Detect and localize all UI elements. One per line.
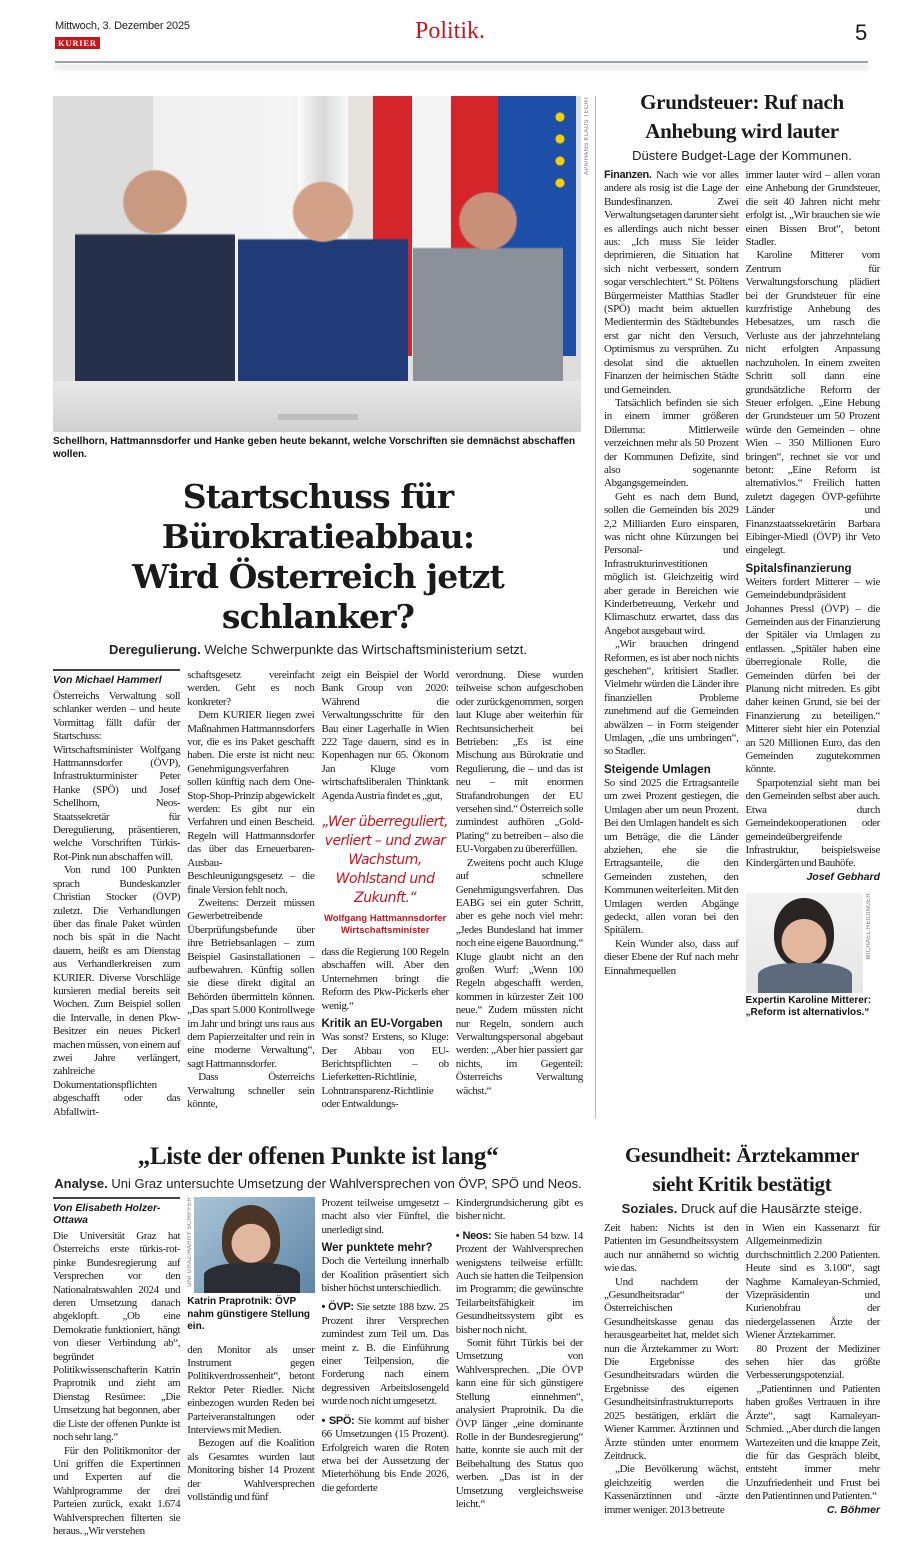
subheading [746,563,881,575]
gesundheit-subtitle [604,1201,880,1216]
section-title: Politik. [414,18,486,44]
gesundheit-subtitle-text: Druck auf die Hausärzte steige. [680,1201,863,1216]
paragraph-text: schaftsgesetz vereinfacht werden. Geht es noch konkreter? [187,669,315,708]
paragraph-text: Was sonst? Erstens, so Kluge: Der Abbau von EU-Berichtspflichten – ob Lieferketten-Richtlinie, Lohntransparenz-Richtlinie oder Entwaldungs- [321,1031,449,1111]
paragraph-text: Dem KURIER liegen zwei Maßnahmen Hattmannsdorfers vor, die es ins Paket geschafft haben. Die erste ist nicht neu: Genehmigungsverfahren sollen künftig nach dem One-Stop-Shop-Prinzip abgewickelt werden: Es gibt nur ein Verfahren und einen Bescheid. Regeln will Hattmannsdorfer das über das Erneuerbaren-Ausbau-Beschleunigungsgesetz – die finale Version fehlt noch. [187,709,315,896]
subheading [604,764,739,776]
paragraph [604,777,739,938]
analyse-column-2 [187,1344,314,1505]
paragraph-text: Zweitens: Derzeit müssen Gewerbetreibende Überprüfungsbefunde über ihre Betriebsanlagen – zum Beispiel Gasinstallationen – aufbewahren. Künftig sollen sie diese direkt digital an Behörden übermitteln können. „Das spart 5.000 Kontrollwege im Jahr und bringt uns raus aus dem Papierzeitalter und rein in eine moderne Verwaltung“, sagt Hattmannsdorfer. [187,896,315,1070]
gesundheit-kicker: Soziales. [621,1201,678,1216]
paragraph-text: Bezogen auf die Koalition als Gesamtes wurden laut Monitoring bisher 14 Prozent der Wahlversprechen vollständig und fünf [187,1437,315,1503]
column-divider [595,96,596,1119]
grundsteuer-headline-line-2: Anhebung wird lauter [645,119,839,143]
grundsteuer-column-2 [746,169,881,883]
bottom-section [0,1141,900,1538]
paragraph-text: Karoline Mitterer vom Zentrum für Verwaltungsforschung plädiert bei der Grundsteuer für eine kurzfristige Anhebung des Hebesatzes, um rasch die Verluste aus der jahrzehntelang nicht erfolgten Anpassung nachzuholen. In einem zweiten Schritt soll dann eine grundsätzliche Reform der Steuer erfolgen. „Eine Hebung der Grundsteuer um 50 Prozent würde den Gemeinden – ohne Wien – 350 Millionen Euro bringen“, rechnet sie vor und betont: „Eine Reform ist alternativlos.“ Freilich hatten zuletzt dagegen ÖVP-geführte Länder und Finanzstaatssekretärin Barbara Eibinger-Miedl (ÖVP) ihr Veto eingelegt. [745,249,880,557]
grundsteuer-subtitle: Düstere Budget-Lage der Kommunen. [632,148,852,163]
paragraph [746,1383,881,1504]
paragraph [53,864,180,1119]
lead-columns [53,669,583,1119]
lead-subtitle-text: Welche Schwerpunkte das Wirtschaftsministerium setzt. [204,642,528,657]
paragraph [187,709,314,897]
paragraph [456,669,583,857]
paragraph-text: Für den Politikmonitor der Uni griffen die Expertinnen und Experten auf die Wahlprogramme der drei Parteien zurück, exakt 1.674 Wahlversprechen filterten sie heraus. „Wir verstehen [53,1444,181,1537]
bullet-paragraph [322,1301,449,1408]
byline [53,1197,180,1226]
paragraph-text: Geht es nach dem Bund, sollen die Gemeinden bis 2029 2,2 Milliarden Euro einsparen, was nicht ohne Kürzungen bei Personal- und Infrastrukturinvestitionen möglich ist. Gleichzeitig wird aber gerade in Bereichen wie Kinderbetreuung, Verkehr und Klimaschutz erwartet, dass das Angebot ausgebaut wird. [604,490,739,637]
paragraph-text: „Die Bevölkerung wächst, gleichzeitig werden die Kassenärztinnen und -ärzte immer weniger. 2013 betreute [604,1463,739,1516]
grundsteuer-article [604,88,880,1119]
top-section [0,90,900,1119]
paragraph [322,669,449,803]
paragraph [604,938,739,978]
paragraph-text: Kein Wunder also, dass auf dieser Ebene der Ruf nach mehr Einnahmequellen [604,937,739,977]
paragraph [322,946,449,1013]
paragraph [322,1031,449,1111]
paragraph [53,1230,180,1445]
analyse-columns [53,1197,583,1538]
bullet-paragraph [322,1415,449,1495]
header-rule [55,61,868,63]
mitterer-photo-caption: Expertin Karoline Mitterer: „Reform ist alternativlos.“ [745,994,872,1019]
praprotnik-photo-credit: UNI GRAZ/HARRY SCHIFFER [187,1197,194,1287]
grundsteuer-columns [604,169,880,1020]
analyse-headline: „Liste der offenen Punkte ist lang“ [137,1143,499,1170]
paragraph-text: So sind 2025 die Ertragsanteile um zwei Prozent gestiegen, die Umlagen aber um neun Prozent. Bei den Umlagen handelt es sich um Beträge, die die Länder abziehen, ehe sie die Ertragsanteile, die den Gemeinden zustehen, den Kommunen weiterleiten. Mit den Umlagen werden Abgänge gedeckt, allen voran bei den Spitälern. [604,776,739,937]
analyse-kicker: Analyse. [54,1176,108,1191]
paragraph [746,777,881,871]
lead-photo [53,96,581,432]
paragraph-lead: • SPÖ: [321,1414,355,1427]
paragraph-text: Prozent teilweise umgesetzt – macht also vier Fünftel, die unerledigt sind. [321,1197,449,1236]
paragraph-text: Sie kommt auf bisher 66 Umsetzungen (15 Prozent). Erfolgreich waren die Roten etwa bei der Aussetzung der Mieterhöhung bis Ende 2026, die geforderte [321,1414,449,1494]
paragraph-text: in Wien ein Kassenarzt für Allgemeinmedizin durchschnittlich 2.200 Patienten. Heute sind es 3.100“, sagt Naghme Kamaleyan-Schmied, Vizepräsidentin und Kurienobfrau der niedergelassenen Ärzte der Wiener Ärztekammer. [745,1222,880,1342]
paragraph-text: Weiters fordert Mitterer – wie Gemeindebundpräsident Johannes Pressl (ÖVP) – die Gemeinden aus der Finanzierung der Spitäler via Umlagen zu entlassen. „Spitäler haben eine überregionale Rolle, die Gemeinden dürfen bei der Planung nicht mitreden. Es gibt daher keinen Grund, sie bei der Finanzierung zu beteiligen.“ Mitterer sieht hier ein Potenzial an 520 Millionen Euro, das den Gemeinden zugutekommen könnte. [745,575,880,776]
kurier-logo: KURIER [55,37,100,49]
lead-photo-credit: APA/HANS KLAUS TECHT [584,96,590,175]
paragraph-text: Nach wie vor alles andere als rosig ist die Lage der Bundesfinanzen. Zwei Verwaltungsetagen darunter sieht es allerdings auch nicht besser aus: „Ich muss Sie leider deprimieren, die Situation hat sich nicht verbessert, sondern sogar verschlechtert.“ St. Pöltens Bürgermeister Matthias Stadler (SPÖ) macht beim aktuellen Medientermin des Städtebundes erst gar nicht den Versuch, Optimismus zu versprühen. Zu desolat sind die aktuellen Finanzen der heimischen Städte und Gemeinden. [604,169,739,396]
paragraph-text: Und nachdem der „Gesundheitsradar“ der Österreichischen Gesundheitskasse genau das herausgearbeitet hat, meldet sich nun die Ärztekammer zu Wort: Die Ergebnisse des Gesundheitsradars würden die Ergebnisse des eigenen Gesundheitsinfrastrukturreports 2025 bestätigen, erklärt die Wiener Kammer. Ärztinnen und Ärzte stünden unter enormem Zeitdruck. [604,1275,739,1462]
paragraph [604,1463,739,1517]
paragraph [746,576,881,777]
paragraph [456,857,583,1098]
gesundheit-article [604,1141,880,1538]
paragraph-text: Von rund 100 Punkten sprach Bundeskanzler Christian Stocker (ÖVP) zuletzt. Die Verhandlungen über das finale Paket würden noch bis spät in die Nacht dauern, heißt es am Dienstag aus Verhandlerkreisen zum KURIER. Diverse Vorschläge kursieren medial bereits seit Wochen. Zum Beispiel sollen die Intervalle, in denen Pkw-Besitzer ein neues Pickerl machen müssen, von einem auf zwei Jahre verlängert, zahlreiche Dokumentationspflichten abgeschafft oder das Abfallwirt- [53,864,181,1118]
analyse-article [53,1141,583,1538]
lead-headline-line-2: Wird Österreich jetzt schlanker? [132,557,504,636]
paragraph [187,1437,314,1504]
lead-column-2 [187,669,314,1119]
paragraph [322,1255,449,1295]
lead-article [53,96,590,1119]
paragraph [187,897,314,1071]
mitterer-photo-credit: MICHAEL REIDINGER [865,892,872,960]
paragraph [187,1344,314,1438]
paragraph-text: immer lauter wird – allen voran eine Anhebung der Grundsteuer, die seit 40 Jahren nicht mehr erfolgt ist. „Wir brauchen sie wie einen Bissen Brot“, betont Stadler. [745,169,880,249]
paragraph-text: Josef Gebhard [806,870,880,883]
paragraph-text: Zeit haben: Nichts ist den Patienten im Gesundheitssystem auch nur annähernd so wichtig wie das. [604,1222,739,1275]
paragraph [604,638,739,759]
gesundheit-headline-line-1: Gesundheit: Ärztekammer [625,1143,859,1167]
paragraph [746,249,881,557]
subheading [322,1018,449,1030]
paragraph-text: zeigt ein Beispiel der World Bank Group von 2020: Während die Verwaltungsschritte für den Bau einer Lagerhalle in Wien 222 Tage dauern, sind es in Kopenhagen nur 65. Ökonom Jan Kluge vom wirtschaftsliberalen Thinktank Agenda Austria findet es „gut, [321,669,449,802]
gesundheit-column-2 [746,1222,881,1517]
bottom-column-divider [595,1141,596,1538]
paragraph-text: Wer punktete mehr? [321,1242,433,1255]
grundsteuer-headline-line-1: Grundsteuer: Ruf nach [640,90,844,114]
paragraph [456,1197,583,1224]
analyse-subtitle-text: Uni Graz untersuchte Umsetzung der Wahlversprechen von ÖVP, SPÖ und Neos. [111,1176,582,1191]
masthead [0,0,900,96]
paragraph [746,169,881,249]
paragraph-lead: • Neos: [455,1229,492,1242]
grundsteuer-column-2-wrap [746,169,881,1020]
pull-quote-attribution [322,913,449,937]
paragraph-text: Steigende Umlagen [604,763,711,776]
grundsteuer-column-1 [604,169,739,1020]
praprotnik-photo-caption: Katrin Praprotnik: ÖVP nahm günstigere Stellung ein. [187,1296,311,1332]
praprotnik-photo [194,1197,314,1293]
paragraph-text: Spitalsfinanzierung [745,562,852,575]
paragraph [604,491,739,638]
paragraph-text: Österreichs Verwaltung soll schlanker werden – und heute Vormittag fällt dafür der Startschuss: Wirtschaftsminister Wolfgang Hattmannsdorfer (ÖVP), Infrastrukturminister Peter Hanke (SPÖ) und Josef Schellhorn, Neos-Staatssekretär für Deregulierung, präsentieren, welche Vorschriften Türkis-Rot-Pink nun abschaffen will. [53,690,181,863]
lead-column-3 [322,669,449,1119]
gesundheit-headline-line-2: sieht Kritik bestätigt [652,1172,832,1196]
lead-photo-caption: Schellhorn, Hattmannsdorfer und Hanke geben heute bekannt, welche Vorschriften sie demnächst abschaffen wollen. [53,436,576,460]
pull-quote-author: Wolfgang Hattmannsdorfer [323,913,447,925]
paragraph [604,1276,739,1464]
paragraph-text: Sparpotenzial sieht man bei den Gemeinden selbst aber auch. Etwa durch Gemeindekooperationen oder gemeindeübergreifende Infrastruktur, beispielsweise Kindergärten und Bauhöfe. [745,776,880,870]
paragraph [604,1222,739,1276]
eu-flag-stars [548,106,572,196]
paragraph [53,690,180,864]
paragraph-text: Dass Österreichs Verwaltung schneller sein könnte, [187,1071,315,1110]
bullet-paragraph [456,1230,583,1337]
analyse-column-3 [322,1197,449,1538]
paragraph-text: Kindergrundsicherung gibt es bisher nicht. [455,1197,583,1223]
analyse-column-4 [456,1197,583,1538]
paragraph [187,1071,314,1111]
paragraph [604,169,739,397]
gesundheit-column-1 [604,1222,739,1517]
paragraph [187,669,314,709]
subheading [322,1242,449,1254]
lead-subtitle [53,642,583,657]
issue-date: Mittwoch, 3. Dezember 2025 [55,20,190,32]
paragraph-text: Die Universität Graz hat Österreichs erste türkis-rot-pinke Bundesregierung auf Versprechen vor den Nationalratswahlen 2024 und deren Umsetzung danach abgeklopft. „Ob eine Demokratie funktioniert, hängt von dieser Verbindung ab“, begründet Politikwissenschafterin Katrin Praprotnik und zieht am Dienstag Resümee: „Die Umsetzung hat begonnen, aber die Liste der offenen Punkte ist noch sehr lang.“ [53,1230,181,1444]
gesundheit-columns [604,1222,880,1517]
author-signature [746,1504,881,1516]
paragraph-lead: Finanzen. [604,169,652,181]
paragraph-text: den Monitor als unser Instrument gegen Politikverdrossenheit“, betont Rektor Peter Riedler. Nicht einbezogen wurden Reden bei Parteiveranstaltungen oder Interviews mit Medien. [187,1343,315,1436]
pull-quote: „Wer überreguliert, verliert – und zwar Wachstum, Wohlstand und Zukunft.“ [322,814,448,907]
paragraph-text: verordnung. Diese wurden teilweise schon aufgeschoben oder zurückgenommen, sorgen laut Kluge aber weiterhin für Rechtsunsicherheit bei Betrieben: „Es ist eine Mischung aus Bürokratie und Regulierung, die – und das ist neu – mit enormen Strafandrohungen der EU versehen sind.“ Österreich solle zumindest aufhören „Gold-Plating“ zu betreiben – also die EU-Vorgaben zu übererfüllen. [455,669,583,856]
paragraph [322,1197,449,1237]
paragraph-text: Zweitens pocht auch Kluge auf schnellere Genehmigungsverfahren. Das EABG sei ein guter Schritt, aber es gehe noch viel mehr: „Jedes Bundesland hat immer noch eine eigene Bauordnung.“ Kluge glaubt nicht an den großen Wurf: „Wenn 100 Regeln abgeschafft werden, kommen in kürzester Zeit 100 neue.“ Zudem müssten nicht nur Regeln, sondern auch Verwaltungspersonal abgebaut werden: „Aber hier passiert gar nichts, im Gegenteil: Österreichs Verwaltung wächst.“ [455,856,583,1097]
paragraph-text: Doch die Verteilung innerhalb der Koalition präsentiert sich bisher höchst unterschiedlich. [321,1255,449,1295]
byline [53,669,180,686]
paragraph-text: Somit führt Türkis bei der Umsetzung von Wahlversprechen. „Die ÖVP kann eine für sich günstigere Stellung einnehmen“, analysiert Praprotnik. Da die ÖVP länger „eine dominante Rolle in der Bundesregierung“ hatte, konnte sie auch mit der Beibehaltung des Status quo werben. „Das ist in der Umsetzung vergleichsweise leicht.“ [455,1337,583,1510]
paragraph-text: Von Elisabeth Holzer-Ottawa [53,1202,161,1226]
paragraph [53,1445,180,1539]
lead-column-1 [53,669,180,1119]
paragraph-text: Von Michael Hammerl [53,674,162,686]
analyse-column-2-wrap [187,1197,314,1538]
paragraph-text: Tatsächlich befinden sie sich in einem immer größeren Dilemma: Mittlerweile verzeichnen mehr als 50 Prozent der Kommunen Defizite, sind also sogenannte Abgangsgemeinden. [604,396,739,490]
lead-column-4 [456,669,583,1119]
analyse-subtitle [53,1176,583,1191]
paragraph-text: Sie setzte 188 bzw. 25 Prozent ihrer Versprechen zumindest zum Teil um. Das meint z. B. die Einführung einer Teilpension, die Forderung nach einem degressiven Arbeitslosengeld wurde noch nicht umgesetzt. [321,1301,449,1408]
paragraph [746,1343,881,1383]
analyse-column-1 [53,1197,180,1538]
pull-quote-role: Wirtschaftsminister [340,925,430,937]
paragraph-text: C. Böhmer [826,1503,880,1516]
paragraph-text: „Wir brauchen dringend Reformen, es ist aber noch nichts geschehen“, kritisiert Stadler. Vielmehr würden die Länder ihre finanziellen Probleme zunehmend auf die Gemeinden abwälzen – in Form steigender Umlagen, „die uns umbringen“, so Stadler. [604,638,739,758]
paragraph-text: Kritik an EU-Vorgaben [321,1018,443,1031]
podium-sign [278,414,358,420]
author-signature [746,871,881,883]
page-number: 5 [855,20,868,45]
lead-kicker: Deregulierung. [108,642,201,657]
paragraph-text: Sie haben 54 bzw. 14 Prozent der Wahlversprechen wenigstens teilweise erfüllt: Auch sie hatten die Teilpension im Programm; die gewünschte Teilarbeitsfähigkeit im Gesundheitssystem gibt es bisher noch nicht. [455,1229,583,1336]
mitterer-photo [746,893,863,993]
paragraph-text: dass die Regierung 100 Regeln abschaffen will. Aber den Unternehmen bringt die Reform des Pkw-Pickerls eher wenig.“ [321,946,449,1012]
lead-headline-line-1: Startschuss für Bürokratieabbau: [161,477,475,556]
paragraph [604,397,739,491]
paragraph-text: „Patientinnen und Patienten haben großes Vertrauen in ihre Ärzte“, sagt Kamaleyan-Schmied. „Aber durch die langen Wartezeiten und die knappe Zeit, die für das Gespräch bleibt, entsteht immer mehr Unzufriedenheit und Frust bei den Patientinnen und Patienten.“ [745,1382,880,1503]
paragraph-text: 80 Prozent der Mediziner sehen hier das größte Verbesserungspotenzial. [745,1342,880,1382]
paragraph [456,1337,583,1511]
paragraph-lead: • ÖVP: [321,1301,354,1314]
